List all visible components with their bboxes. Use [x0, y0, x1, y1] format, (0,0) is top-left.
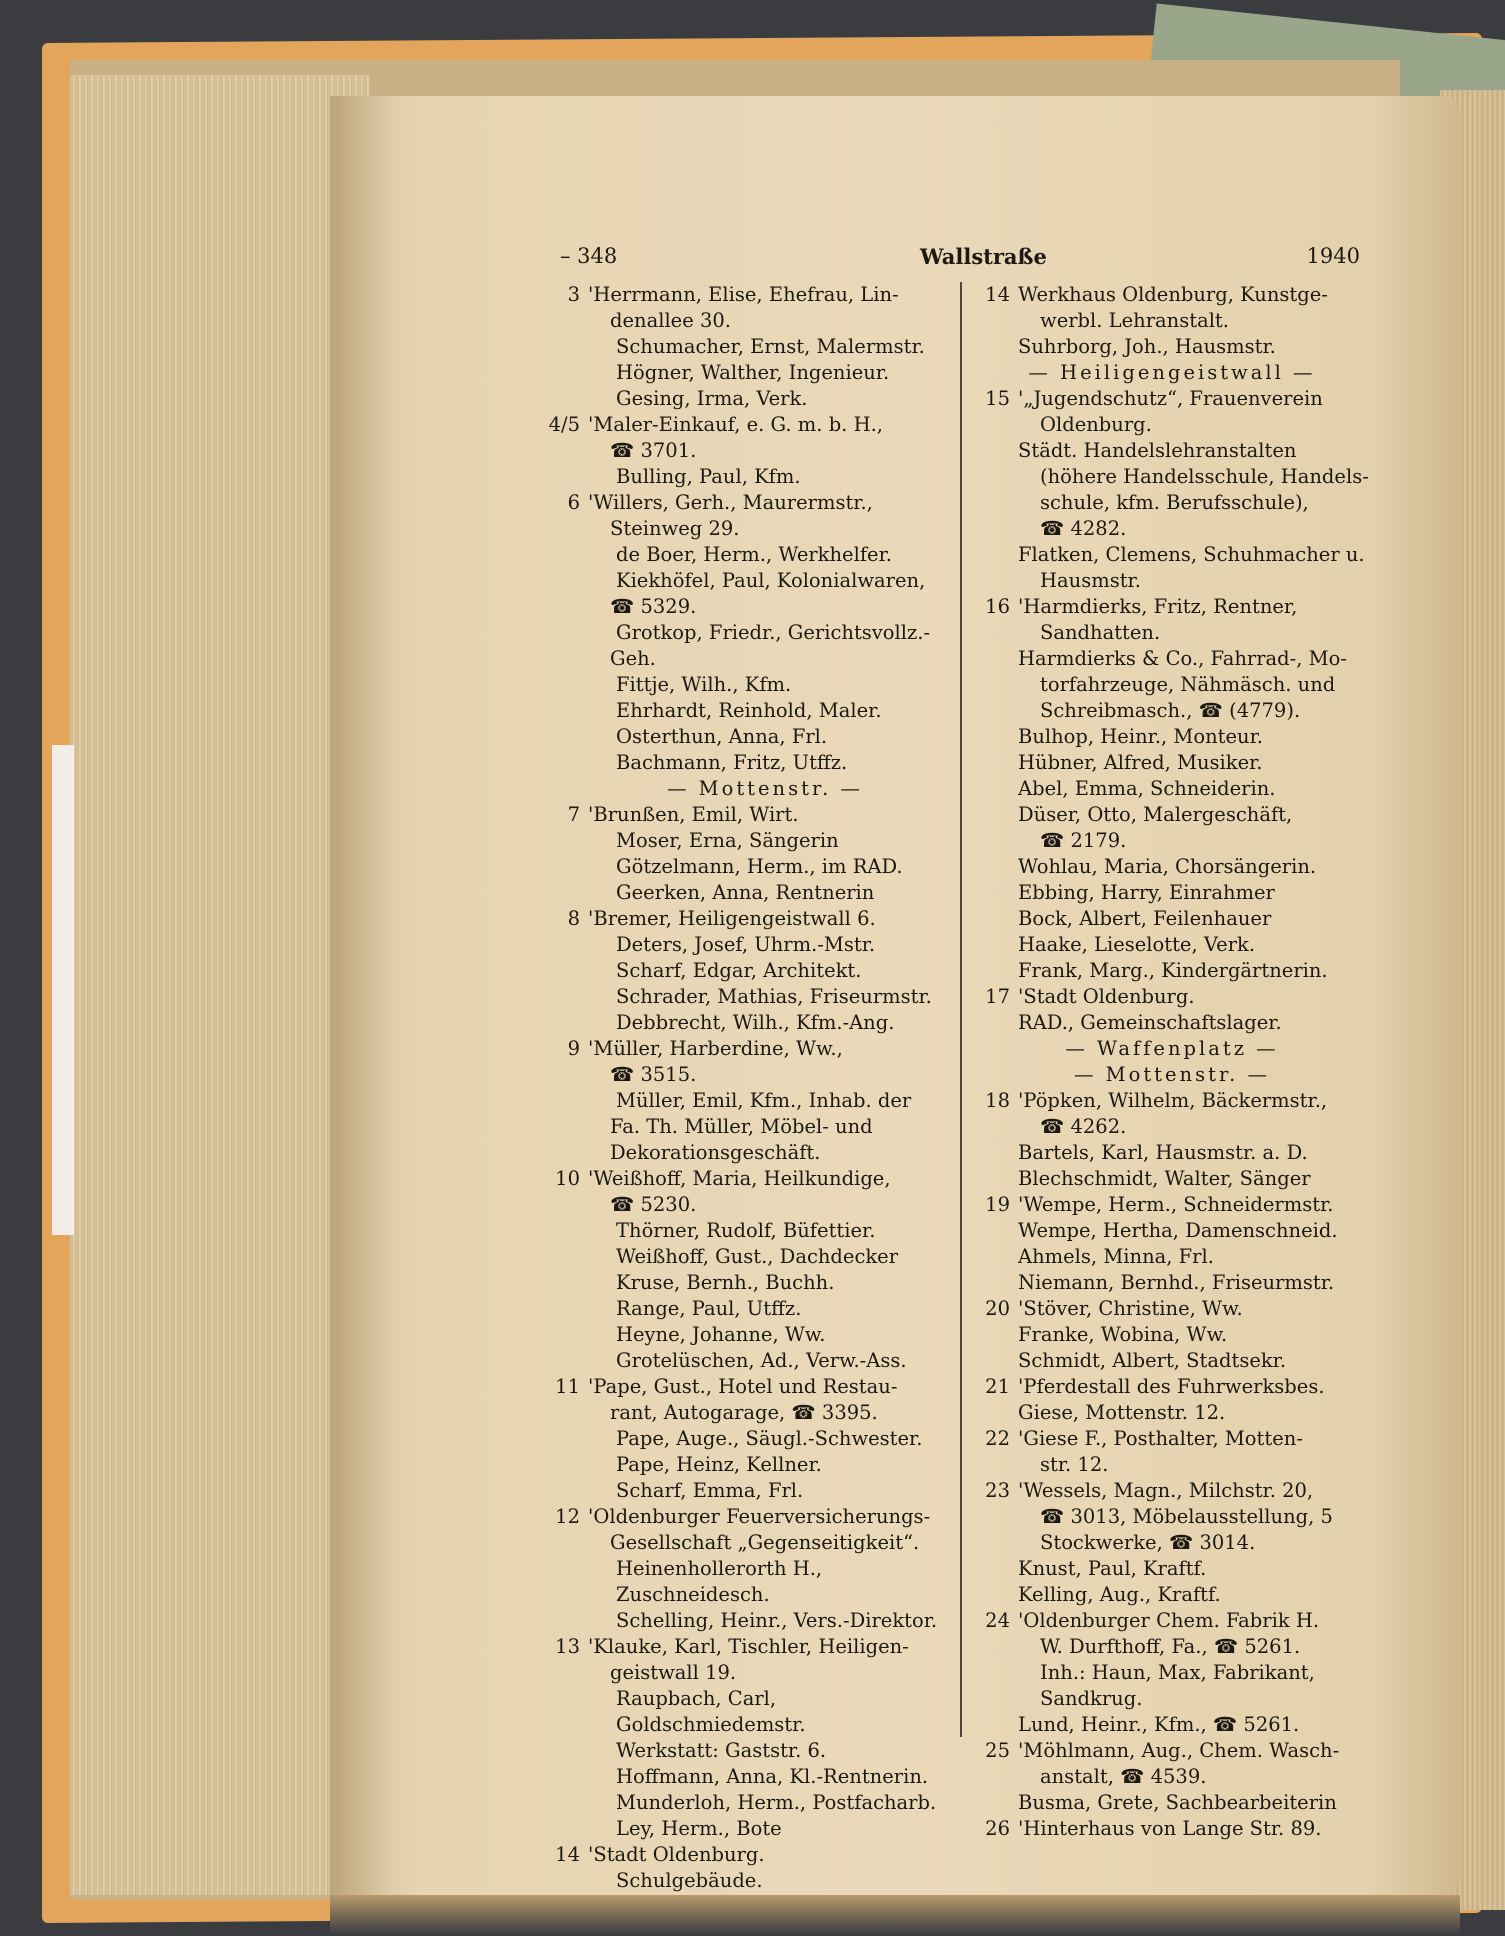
resident-entry: Geerken, Anna, Rentnerin: [616, 881, 875, 904]
resident-entry: Schelling, Heinr., Vers.-Direktor.: [616, 1609, 938, 1632]
entry-text: 'Giese F., Posthalter, Motten-: [1018, 1427, 1303, 1450]
house-entry: [555, 1504, 950, 1530]
house-number: 13: [555, 1635, 580, 1658]
resident-entry: Abel, Emma, Schneiderin.: [1018, 777, 1276, 800]
entry-text: 'Wessels, Magn., Milchstr. 20,: [1018, 1479, 1314, 1502]
house-entry: [972, 1374, 1372, 1400]
directory-column-left: [548, 282, 950, 1894]
resident-entry: Giese, Mottenstr. 12.: [1018, 1401, 1226, 1424]
house-number: 8: [567, 907, 580, 930]
entry-continuation: werbl. Lehranstalt.: [1040, 309, 1229, 332]
resident-entry: Bulhop, Heinr., Monteur.: [1018, 725, 1263, 748]
resident-entry: Knust, Paul, Kraftf.: [1018, 1557, 1207, 1580]
entry-continuation: Hausmstr.: [1040, 569, 1141, 592]
resident-entry: Franke, Wobina, Ww.: [1018, 1323, 1228, 1346]
entry-continuation: Gesellschaft „Gegenseitigkeit“.: [610, 1531, 920, 1554]
resident-entry: Götzelmann, Herm., im RAD.: [616, 855, 903, 878]
resident-entry: Busma, Grete, Sachbearbeiterin: [1018, 1791, 1337, 1814]
entry-text: 'Hinterhaus von Lange Str. 89.: [1018, 1817, 1322, 1840]
entry-text: 'Stadt Oldenburg.: [1018, 985, 1195, 1008]
entry-continuation: Sandhatten.: [1040, 621, 1161, 644]
entry-continuation: Sandkrug.: [1040, 1687, 1143, 1710]
resident-entry: Ehrhardt, Reinhold, Maler.: [616, 699, 882, 722]
resident-entry: Haake, Lieselotte, Verk.: [1018, 933, 1256, 956]
resident-entry: Moser, Erna, Sängerin: [616, 829, 839, 852]
entry-text: 'Maler-Einkauf, e. G. m. b. H.,: [588, 413, 883, 436]
resident-entry: Högner, Walther, Ingenieur.: [616, 361, 890, 384]
house-entry: [567, 802, 950, 828]
section-heading: — Heiligengeistwall —: [1028, 361, 1316, 384]
entry-text: 'Stöver, Christine, Ww.: [1018, 1297, 1243, 1320]
resident-entry: Munderloh, Herm., Postfacharb.: [616, 1791, 937, 1814]
entry-continuation: torfahrzeuge, Nähmäsch. und: [1040, 673, 1336, 696]
house-entry: [972, 1296, 1372, 1322]
entry-continuation: ☎ 5230.: [610, 1193, 697, 1216]
resident-entry: Hübner, Alfred, Musiker.: [1018, 751, 1263, 774]
resident-entry: Wohlau, Maria, Chorsängerin.: [1018, 855, 1317, 878]
resident-entry: Ebbing, Harry, Einrahmer: [1018, 881, 1275, 904]
entry-continuation: ☎ 3701.: [610, 439, 697, 462]
entry-text: 'Müller, Harberdine, Ww.,: [588, 1037, 843, 1060]
resident-entry: Frank, Marg., Kindergärtnerin.: [1018, 959, 1328, 982]
resident-entry: Range, Paul, Utffz.: [616, 1297, 802, 1320]
column-divider: [960, 282, 962, 1737]
house-number: 23: [985, 1479, 1010, 1502]
resident-entry: Suhrborg, Joh., Hausmstr.: [1018, 335, 1276, 358]
resident-entry: Raupbach, Carl, Goldschmiedemstr.: [616, 1687, 806, 1736]
section-heading: — Mottenstr. —: [1073, 1063, 1271, 1086]
resident-entry: Scharf, Edgar, Architekt.: [616, 959, 862, 982]
entry-text: 'Brunßen, Emil, Wirt.: [588, 803, 799, 826]
entry-continuation: ☎ 4282.: [1040, 517, 1127, 540]
resident-entry: Grotkop, Friedr., Gerichtsvollz.-: [616, 621, 931, 644]
resident-entry: Bartels, Karl, Hausmstr. a. D.: [1018, 1141, 1308, 1164]
house-number: 4/5: [548, 413, 580, 436]
house-entry: [555, 1166, 950, 1192]
resident-entry: Harmdierks & Co., Fahrrad-, Mo-: [1018, 647, 1347, 670]
resident-entry: Bock, Albert, Feilenhauer: [1018, 907, 1272, 930]
house-entry: [567, 490, 950, 516]
page-edges: [70, 75, 370, 1895]
entry-continuation: geistwall 19.: [610, 1661, 737, 1684]
entry-continuation: Steinweg 29.: [610, 517, 740, 540]
house-entry: [972, 386, 1372, 412]
house-entry: [972, 984, 1372, 1010]
entry-text: 'Harmdierks, Fritz, Rentner,: [1018, 595, 1298, 618]
house-entry: [567, 282, 950, 308]
resident-entry: Ley, Herm., Bote: [616, 1817, 782, 1840]
house-number: 24: [985, 1609, 1010, 1632]
paper-strip: [52, 745, 74, 1235]
entry-continuation: ☎ 3013, Möbelausstellung, 5: [1040, 1505, 1333, 1528]
house-entry: [567, 1036, 950, 1062]
house-number: 14: [985, 283, 1010, 306]
entry-continuation: W. Durfthoff, Fa., ☎ 5261.: [1040, 1635, 1301, 1658]
resident-entry: Müller, Emil, Kfm., Inhab. der: [616, 1089, 912, 1112]
entry-continuation: Inh.: Haun, Max, Fabrikant,: [1040, 1661, 1315, 1684]
entry-continuation: Fa. Th. Müller, Möbel- und: [610, 1115, 873, 1138]
house-number: 21: [985, 1375, 1010, 1398]
resident-entry: Düser, Otto, Malergeschäft,: [1018, 803, 1293, 826]
resident-entry: Osterthun, Anna, Frl.: [616, 725, 828, 748]
resident-entry: Schmidt, Albert, Stadtsekr.: [1018, 1349, 1287, 1372]
section-heading: — Waffenplatz —: [1065, 1037, 1279, 1060]
resident-entry: Bulling, Paul, Kfm.: [616, 465, 801, 488]
entry-text: 'Oldenburger Chem. Fabrik H.: [1018, 1609, 1320, 1632]
resident-entry: de Boer, Herm., Werkhelfer.: [616, 543, 892, 566]
entry-continuation: Oldenburg.: [1040, 413, 1152, 436]
entry-continuation: Dekorationsgeschäft.: [610, 1141, 821, 1164]
entry-continuation: schule, kfm. Berufsschule),: [1040, 491, 1309, 514]
entry-text: 'Wempe, Herm., Schneidermstr.: [1018, 1193, 1334, 1216]
directory-column-right: [972, 282, 1372, 1842]
house-number: 19: [985, 1193, 1010, 1216]
entry-text: 'Weißhoff, Maria, Heilkundige,: [588, 1167, 891, 1190]
entry-text: 'Pape, Gust., Hotel und Restau-: [588, 1375, 898, 1398]
resident-entry: Blechschmidt, Walter, Sänger: [1018, 1167, 1311, 1190]
house-number: 16: [985, 595, 1010, 618]
entry-text: 'Pferdestall des Fuhrwerksbes.: [1018, 1375, 1325, 1398]
entry-continuation: Schreibmasch., ☎ (4779).: [1040, 699, 1301, 722]
entry-continuation: anstalt, ☎ 4539.: [1040, 1765, 1207, 1788]
resident-entry: Weißhoff, Gust., Dachdecker: [616, 1245, 899, 1268]
entry-text: 'Oldenburger Feuerversicherungs-: [588, 1505, 931, 1528]
resident-entry: Pape, Auge., Säugl.-Schwester.: [616, 1427, 923, 1450]
house-entry: [972, 1608, 1372, 1634]
page-header: [560, 244, 1360, 274]
house-entry: [972, 1478, 1372, 1504]
entry-text: Werkhaus Oldenburg, Kunstge-: [1018, 283, 1328, 306]
resident-entry: Gesing, Irma, Verk.: [616, 387, 808, 410]
house-number: 26: [985, 1817, 1010, 1840]
resident-entry: Wempe, Hertha, Damenschneid.: [1018, 1219, 1338, 1242]
house-number: 7: [567, 803, 580, 826]
entry-continuation: ☎ 3515.: [610, 1063, 697, 1086]
house-number: 18: [985, 1089, 1010, 1112]
house-number: 17: [985, 985, 1010, 1008]
house-entry: [567, 906, 950, 932]
house-number: 15: [985, 387, 1010, 410]
section-heading: — Mottenstr. —: [666, 777, 864, 800]
house-entry: [548, 412, 950, 438]
entry-text: '„Jugendschutz“, Frauenverein: [1018, 387, 1323, 410]
resident-entry: Lund, Heinr., Kfm., ☎ 5261.: [1018, 1713, 1300, 1736]
resident-entry: Grotelüschen, Ad., Verw.-Ass.: [616, 1349, 907, 1372]
entry-text: 'Willers, Gerh., Maurermstr.,: [588, 491, 873, 514]
house-entry: [972, 594, 1372, 620]
entry-continuation: (höhere Handelsschule, Handels-: [1040, 465, 1369, 488]
house-number: 22: [985, 1427, 1010, 1450]
resident-entry: Heinenhollerorth H., Zuschneidesch.: [616, 1557, 823, 1606]
house-number: 6: [567, 491, 580, 514]
house-number: 25: [985, 1739, 1010, 1762]
resident-entry: Thörner, Rudolf, Büfettier.: [616, 1219, 876, 1242]
house-number: 12: [555, 1505, 580, 1528]
resident-entry: Bachmann, Fritz, Utffz.: [616, 751, 848, 774]
house-entry: [972, 1088, 1372, 1114]
house-entry: [972, 1192, 1372, 1218]
house-entry: [972, 1426, 1372, 1452]
page-shadow: [330, 1895, 1460, 1935]
house-number: 3: [567, 283, 580, 306]
house-entry: [555, 1374, 950, 1400]
resident-entry: Schrader, Mathias, Friseurmstr.: [616, 985, 932, 1008]
entry-continuation: Geh.: [610, 647, 656, 670]
resident-entry: Schulgebäude.: [616, 1869, 763, 1892]
resident-entry: Werkstatt: Gaststr. 6.: [616, 1739, 827, 1762]
entry-text: 'Klauke, Karl, Tischler, Heiligen-: [588, 1635, 909, 1658]
resident-entry: Schumacher, Ernst, Malermstr.: [616, 335, 925, 358]
resident-entry: Pape, Heinz, Kellner.: [616, 1453, 822, 1476]
house-number: 20: [985, 1297, 1010, 1320]
entry-continuation: Stockwerke, ☎ 3014.: [1040, 1531, 1256, 1554]
year-label: 1940: [1306, 244, 1360, 268]
resident-entry: RAD., Gemeinschaftslager.: [1018, 1011, 1282, 1034]
entry-text: 'Möhlmann, Aug., Chem. Wasch-: [1018, 1739, 1340, 1762]
street-title: Wallstraße: [920, 244, 1047, 269]
resident-entry: Debbrecht, Wilh., Kfm.-Ang.: [616, 1011, 895, 1034]
resident-entry: Niemann, Bernhd., Friseurmstr.: [1018, 1271, 1335, 1294]
resident-entry: Kiekhöfel, Paul, Kolonialwaren,: [616, 569, 926, 592]
house-entry: [555, 1842, 950, 1868]
entry-continuation: ☎ 2179.: [1040, 829, 1127, 852]
house-number: 14: [555, 1843, 580, 1866]
entry-continuation: denallee 30.: [610, 309, 731, 332]
entry-text: 'Bremer, Heiligengeistwall 6.: [588, 907, 876, 930]
resident-entry: Kruse, Bernh., Buchh.: [616, 1271, 835, 1294]
resident-entry: Ahmels, Minna, Frl.: [1018, 1245, 1214, 1268]
house-entry: [972, 1738, 1372, 1764]
house-entry: [555, 1634, 950, 1660]
entry-continuation: ☎ 4262.: [1040, 1115, 1127, 1138]
house-entry: [972, 282, 1372, 308]
resident-entry: Scharf, Emma, Frl.: [616, 1479, 804, 1502]
page-number: – 348: [560, 244, 618, 268]
entry-continuation: str. 12.: [1040, 1453, 1109, 1476]
resident-entry: Fittje, Wilh., Kfm.: [616, 673, 792, 696]
entry-text: 'Pöpken, Wilhelm, Bäckermstr.,: [1018, 1089, 1328, 1112]
resident-entry: Kelling, Aug., Kraftf.: [1018, 1583, 1221, 1606]
resident-entry: Hoffmann, Anna, Kl.-Rentnerin.: [616, 1765, 929, 1788]
resident-entry: Städt. Handelslehranstalten: [1018, 439, 1297, 462]
house-number: 9: [567, 1037, 580, 1060]
entry-text: 'Stadt Oldenburg.: [588, 1843, 765, 1866]
house-number: 11: [555, 1375, 580, 1398]
resident-entry: Flatken, Clemens, Schuhmacher u.: [1018, 543, 1365, 566]
house-entry: [972, 1816, 1372, 1842]
entry-continuation: ☎ 5329.: [610, 595, 697, 618]
entry-continuation: rant, Autogarage, ☎ 3395.: [610, 1401, 878, 1424]
resident-entry: Heyne, Johanne, Ww.: [616, 1323, 826, 1346]
house-number: 10: [555, 1167, 580, 1190]
resident-entry: Deters, Josef, Uhrm.-Mstr.: [616, 933, 876, 956]
entry-text: 'Herrmann, Elise, Ehefrau, Lin-: [588, 283, 899, 306]
